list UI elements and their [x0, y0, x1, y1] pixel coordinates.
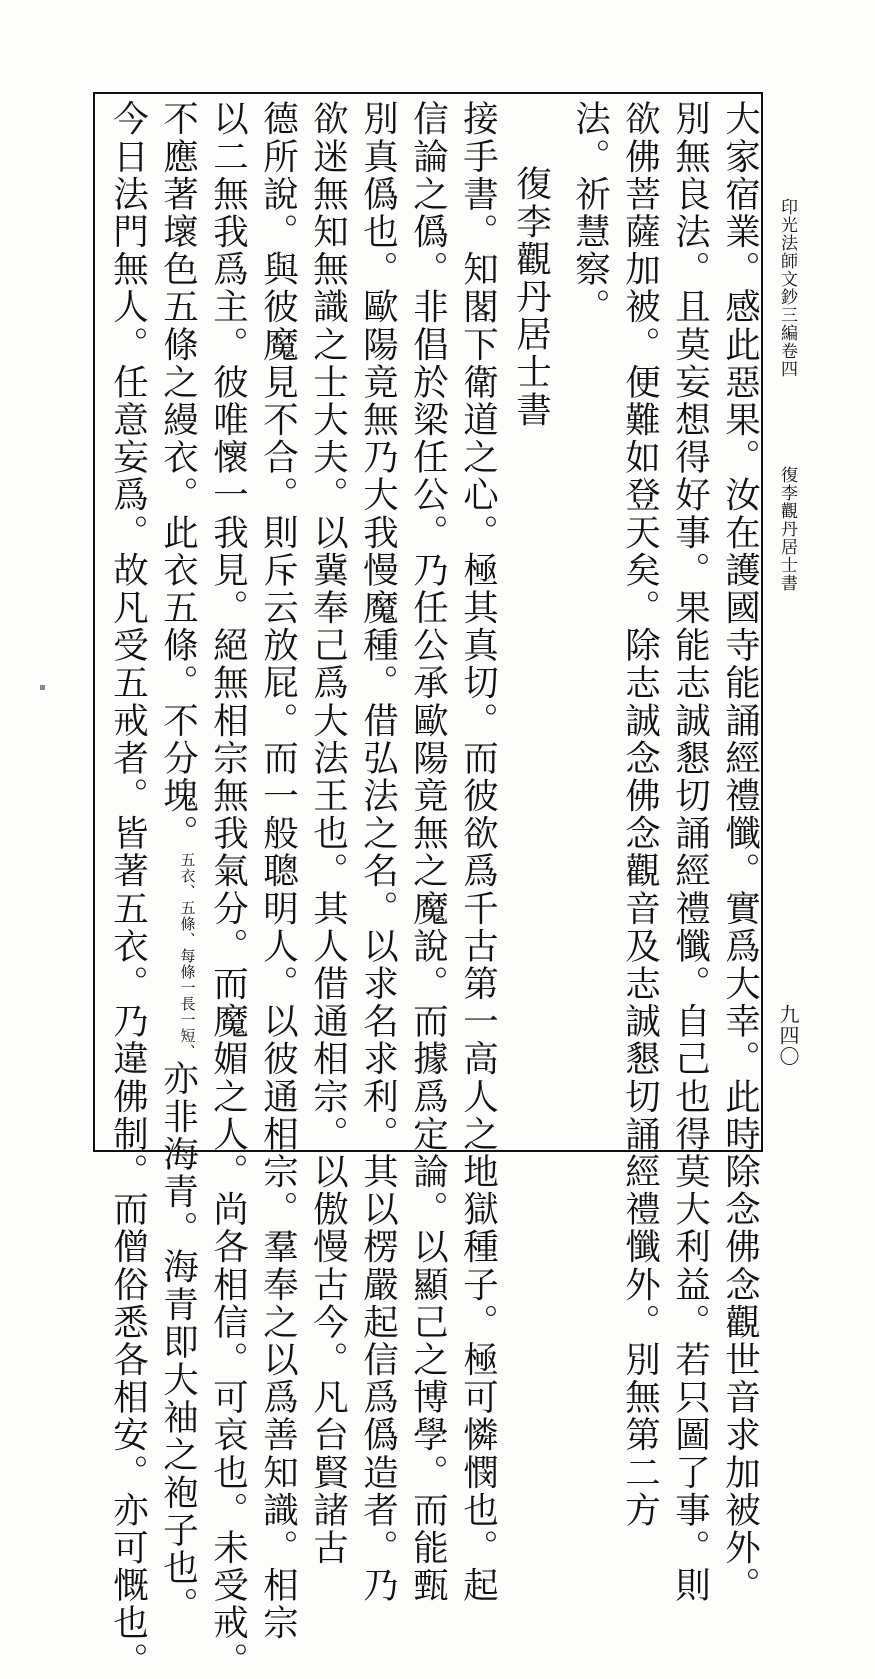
text-column-3: 別無良法。且莫妄想得好事。果能志誠懇切誦經禮懺。自己也得莫大利益。若只圖了事。則	[669, 100, 711, 1604]
text-column-1: 法。祈慧察。	[569, 100, 611, 326]
text-column-13: 今日法門無人。任意妄爲。故凡受五戒者。皆著五衣。乃違佛制。而僧俗悉各相安。亦可慨也。	[107, 100, 149, 1679]
section-title: 復李觀丹居士書	[777, 466, 797, 592]
text-column-11: 以二無我爲主。彼唯懷一我見。絕無相宗無我氣分。而魔媚之人。尚各相信。可哀也。未受戒。	[207, 100, 249, 1679]
text-column-6: 接手書。知閣下衛道之心。極其真切。而彼欲爲千古第一高人之地獄種子。極可憐憫也。起	[457, 100, 499, 1604]
page-number: 九四〇	[776, 1004, 800, 1067]
text-column-12-part1: 不應著壞色五條之縵衣。此衣五條。不分塊。	[157, 100, 199, 852]
text-column-12	[157, 100, 199, 1624]
letter-title: 復李觀丹居士書	[510, 165, 552, 429]
book-title: 印光法師文鈔三編卷四	[777, 198, 797, 378]
text-column-4: 大家宿業。感此惡果。汝在護國寺能誦經禮懺。實爲大幸。此時除念佛念觀世音求加被外。	[719, 100, 761, 1604]
text-column-10: 德所說。與彼魔見不合。則斥云放屁。而一般聰明人。以彼通相宗。羣奉之以爲善知識。相宗	[257, 100, 299, 1642]
text-column-8: 別真僞也。歐陽竟無乃大我慢魔種。借弘法之名。以求名求利。其以楞嚴起信爲僞造者。乃	[357, 100, 399, 1604]
margin-mark	[40, 685, 45, 690]
annotation-note-left: 條一長一短、	[178, 964, 197, 1060]
text-column-12-part2: 亦非海青。海青即大袖之袍子也。	[157, 1060, 199, 1624]
text-column-7: 信論之僞。非倡於梁任公。乃任公承歐陽竟無之魔說。而據爲定論。以顯己之博學。而能甄	[407, 100, 449, 1604]
text-column-9: 欲迷無知無識之士大夫。以冀奉己爲大法王也。其人借通相宗。以傲慢古今。凡台賢諸古	[307, 100, 349, 1567]
annotation-note-right: 五衣、五條、每	[178, 852, 197, 964]
text-column-2: 欲佛菩薩加被。便難如登天矣。除志誠念佛念觀音及志誠懇切誦經禮懺外。別無第二方	[619, 100, 661, 1529]
